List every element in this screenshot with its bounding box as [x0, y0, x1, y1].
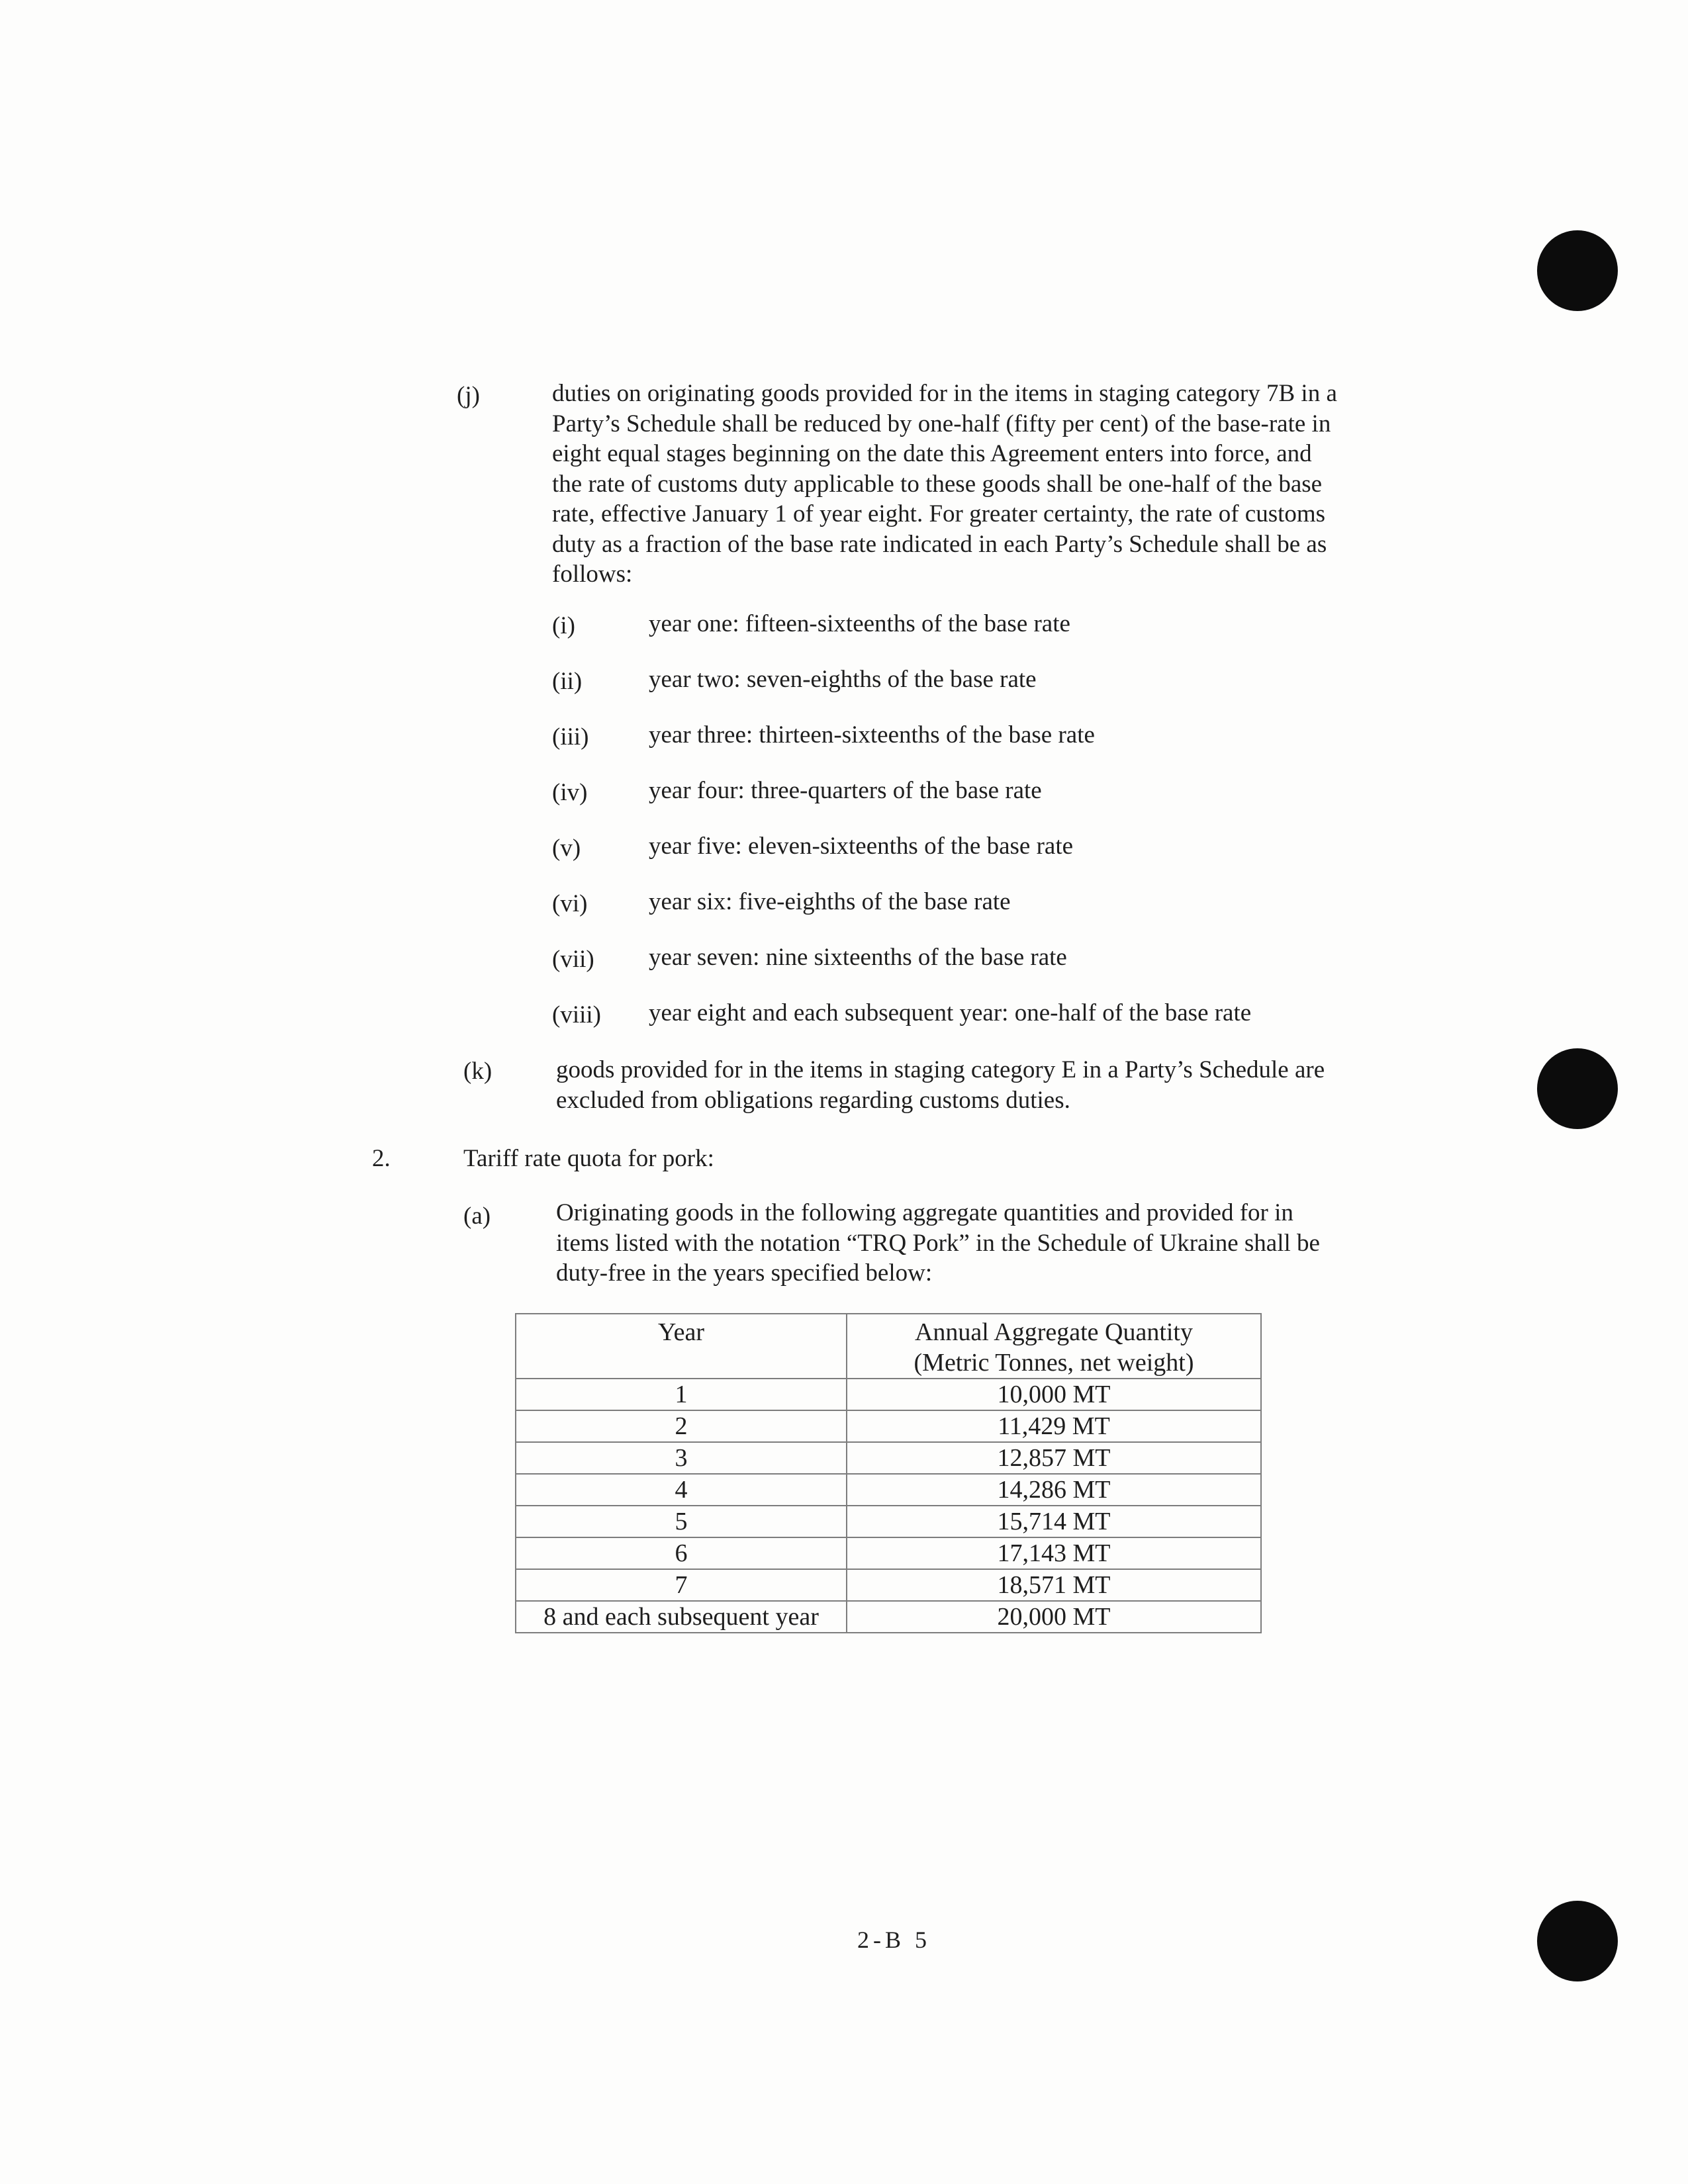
paragraph-j-line: Party’s Schedule shall be reduced by one-half (fifty per cent) of the base-rate in [552, 410, 1331, 437]
schedule-item [552, 889, 587, 919]
year-cell: 1 [516, 1379, 847, 1410]
year-cell: 7 [516, 1569, 847, 1601]
year-column-header: Year [516, 1314, 847, 1379]
table-row [516, 1537, 1261, 1569]
paragraph-j-label: (j) [457, 382, 480, 409]
paragraph-k-label: (k) [463, 1058, 492, 1085]
paragraph-j-line: follows: [552, 561, 633, 588]
section-2-number: 2. [372, 1145, 391, 1172]
subparagraph-a-line: Originating goods in the following aggregate quantities and provided for in [556, 1199, 1293, 1226]
schedule-item-label: (vi) [552, 890, 588, 917]
quantity-column-header [847, 1314, 1261, 1379]
schedule-item-text: year three: thirteen-sixteenths of the base rate [649, 721, 1095, 749]
subparagraph-a-text [556, 1198, 1383, 1289]
paragraph-j-line: duty as a fraction of the base rate indicated in each Party’s Schedule shall be as [552, 530, 1327, 558]
schedule-item-text: year seven: nine sixteenths of the base rate [649, 944, 1067, 971]
schedule-item [552, 944, 594, 975]
table-header-row [516, 1314, 1261, 1379]
table-row [516, 1474, 1261, 1506]
quantity-cell: 15,714 MT [847, 1506, 1261, 1537]
subparagraph-a-label: (a) [463, 1203, 491, 1230]
punch-hole-middle [1537, 1048, 1618, 1129]
paragraph-k-line: excluded from obligations regarding customs duties. [556, 1086, 1070, 1114]
punch-hole-bottom [1537, 1901, 1618, 1981]
table-row [516, 1442, 1261, 1474]
table-row [516, 1601, 1261, 1633]
schedule-item-text: year eight and each subsequent year: one-half of the base rate [649, 999, 1252, 1026]
year-cell: 5 [516, 1506, 847, 1537]
year-cell: 4 [516, 1474, 847, 1506]
schedule-item [552, 833, 581, 864]
paragraph-k-line: goods provided for in the items in staging category E in a Party’s Schedule are [556, 1056, 1325, 1083]
paragraph-j-text [552, 379, 1380, 590]
quantity-cell: 18,571 MT [847, 1569, 1261, 1601]
section-2-heading: Tariff rate quota for pork: [463, 1145, 714, 1172]
subparagraph-a-line: items listed with the notation “TRQ Pork” in the Schedule of Ukraine shall be [556, 1229, 1320, 1257]
schedule-item-text: year two: seven-eighths of the base rate [649, 666, 1037, 693]
punch-hole-top [1537, 230, 1618, 311]
table-row [516, 1506, 1261, 1537]
quantity-header-line: Annual Aggregate Quantity [914, 1318, 1193, 1346]
quantity-cell: 20,000 MT [847, 1601, 1261, 1633]
year-cell: 8 and each subsequent year [516, 1601, 847, 1633]
schedule-item-label: (vii) [552, 946, 594, 973]
quantity-cell: 11,429 MT [847, 1410, 1261, 1442]
schedule-item-label: (iv) [552, 779, 588, 806]
quantity-cell: 10,000 MT [847, 1379, 1261, 1410]
year-cell: 6 [516, 1537, 847, 1569]
table-row [516, 1379, 1261, 1410]
subparagraph-a-line: duty-free in the years specified below: [556, 1259, 933, 1287]
quantity-cell: 17,143 MT [847, 1537, 1261, 1569]
schedule-item [552, 1000, 601, 1030]
schedule-item [552, 778, 587, 808]
schedule-item-label: (v) [552, 835, 581, 862]
schedule-item-label: (iii) [552, 723, 589, 751]
paragraph-k-text [556, 1055, 1383, 1115]
schedule-item-text: year six: five-eighths of the base rate [649, 888, 1011, 915]
quantity-cell: 14,286 MT [847, 1474, 1261, 1506]
quantity-header-unit: (Metric Tonnes, net weight) [914, 1349, 1194, 1377]
schedule-item [552, 611, 575, 641]
year-cell: 2 [516, 1410, 847, 1442]
schedule-item-label: (ii) [552, 668, 583, 695]
quantity-cell: 12,857 MT [847, 1442, 1261, 1474]
schedule-item [552, 722, 588, 752]
table-row [516, 1410, 1261, 1442]
schedule-item-text: year four: three-quarters of the base rate [649, 777, 1042, 804]
pork-quota-table [515, 1313, 1262, 1633]
schedule-item-label: (i) [552, 612, 575, 639]
paragraph-j-line: duties on originating goods provided for in the items in staging category 7B in a [552, 380, 1337, 407]
paragraph-j-line: rate, effective January 1 of year eight. For greater certainty, the rate of customs [552, 500, 1326, 527]
paragraph-j-line: the rate of customs duty applicable to these goods shall be one-half of the base [552, 470, 1323, 498]
year-cell: 3 [516, 1442, 847, 1474]
schedule-item-text: year one: fifteen-sixteenths of the base rate [649, 610, 1070, 637]
table-row [516, 1569, 1261, 1601]
paragraph-j-line: eight equal stages beginning on the date this Agreement enters into force, and [552, 440, 1312, 467]
page-number: 2-B 5 [857, 1927, 931, 1953]
schedule-item-label: (viii) [552, 1001, 601, 1028]
schedule-item-text: year five: eleven-sixteenths of the base rate [649, 833, 1074, 860]
schedule-item [552, 666, 582, 697]
